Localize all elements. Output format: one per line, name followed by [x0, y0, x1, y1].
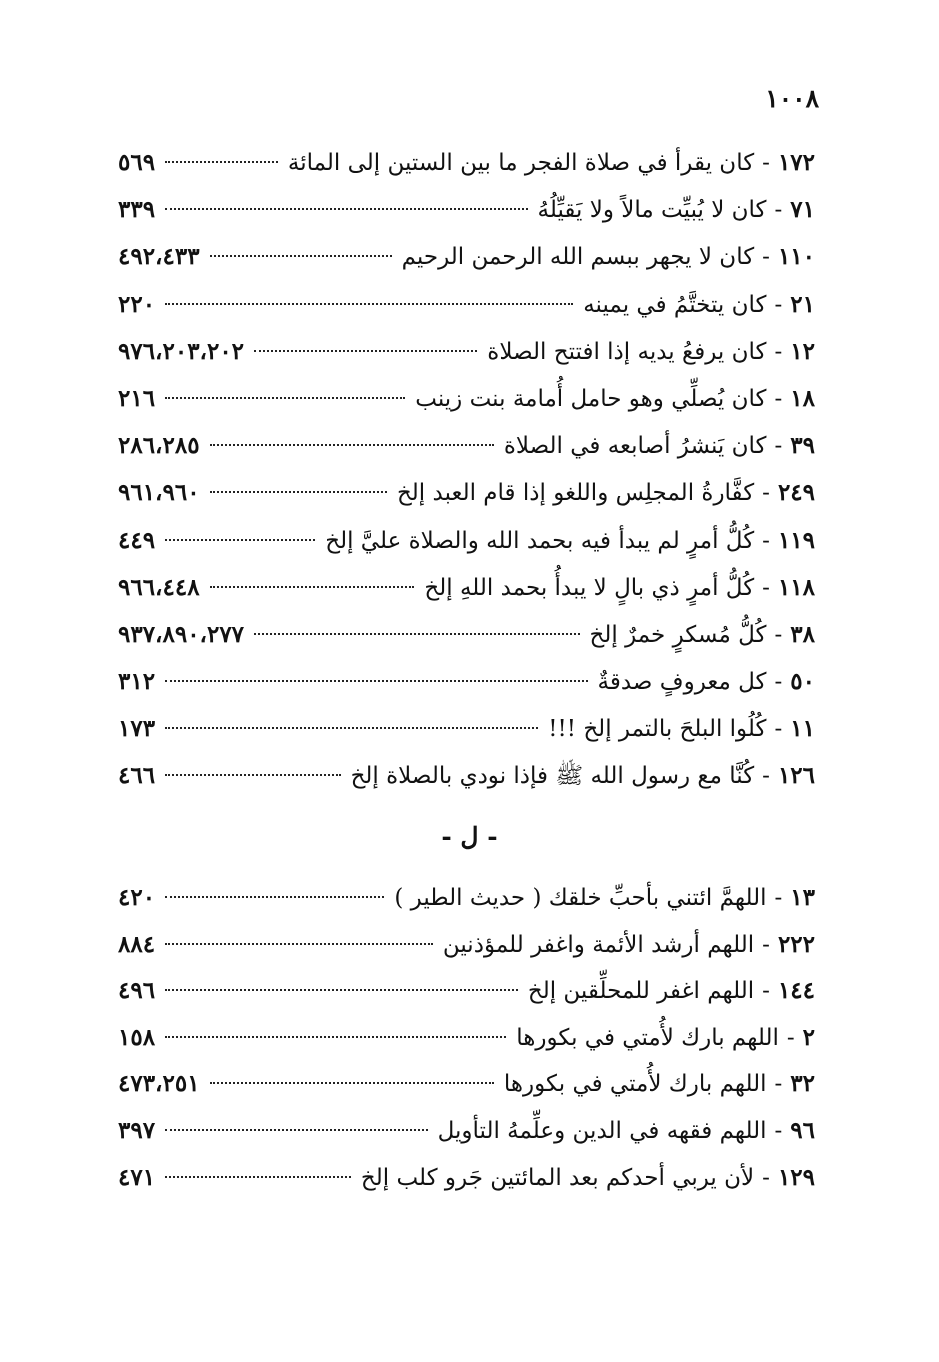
- entry-page-refs: ٣٩٧: [118, 1116, 156, 1144]
- entry-leader-dots: [165, 539, 315, 541]
- section-heading-lam: - ل -: [441, 822, 498, 851]
- entry-number: ٣٨: [790, 620, 815, 648]
- entry-leader-dots: [165, 161, 278, 163]
- index-entry: [118, 705, 815, 752]
- entry-number: ١٢٦: [777, 762, 815, 790]
- entry-text: اللهم بارك لأُمتي في بكورها: [503, 1071, 767, 1098]
- entry-number: ٣٢: [790, 1070, 815, 1098]
- entry-page-refs: ٤٤٩: [118, 526, 156, 554]
- entry-text: كان لا يُبيِّت مالاً ولا يَقيِّلُهُ: [537, 197, 767, 224]
- entry-leader-dots: [210, 255, 392, 257]
- entry-leader-dots: [165, 303, 573, 305]
- entry-leader-dots: [165, 727, 538, 729]
- entry-number: ١٤٤: [777, 977, 815, 1005]
- entry-leader-dots: [165, 1129, 428, 1131]
- entry-leader-dots: [210, 586, 415, 588]
- entry-leader-dots: [165, 989, 518, 991]
- entry-text: اللهم أرشد الأئمة واغفر للمؤذنين: [442, 931, 755, 958]
- entry-page-refs: ٩٦٦،٤٤٨: [118, 573, 200, 601]
- entry-text: لأن يربي أحدكم بعد المائتين جَرو كلب إلخ: [360, 1164, 755, 1191]
- entry-text: كان لا يجهر ببسم الله الرحمن الرحيم: [401, 244, 755, 271]
- entry-dash: -: [762, 1164, 770, 1191]
- index-entry: [118, 921, 815, 968]
- index-entry: [118, 1014, 815, 1061]
- entry-text: كان يتختَّمُ في يمينه: [583, 291, 767, 318]
- entry-dash: -: [762, 150, 770, 176]
- entry-page-refs: ٤٧٣،٢٥١: [118, 1070, 200, 1098]
- entry-leader-dots: [165, 208, 527, 210]
- index-entry: [118, 967, 815, 1014]
- entry-leader-dots: [254, 350, 477, 352]
- index-entry: [118, 186, 815, 233]
- index-entry: [118, 564, 815, 611]
- entry-page-refs: ٤٧١: [118, 1163, 156, 1191]
- entry-page-refs: ١٥٨: [118, 1023, 156, 1051]
- entry-page-refs: ٢٨٦،٢٨٥: [118, 432, 200, 460]
- entry-text: اللهم فقهه في الدين وعلِّمهُ التأويل: [437, 1117, 767, 1144]
- entry-leader-dots: [165, 1176, 351, 1178]
- entry-number: ٧١: [790, 196, 815, 224]
- index-entry: [118, 139, 815, 186]
- entry-text: اللهمَّ ائتني بأحبِّ خلقك ( حديث الطير ): [394, 885, 767, 911]
- entry-page-refs: ٤٩٢،٤٣٣: [118, 243, 200, 271]
- entry-number: ١٣: [790, 884, 815, 911]
- index-entry: [118, 328, 815, 375]
- entry-page-refs: ٢٢٠: [118, 290, 156, 318]
- entry-dash: -: [762, 527, 770, 554]
- entry-dash: -: [774, 291, 783, 318]
- entry-page-refs: ٤٦٦: [118, 762, 156, 790]
- index-entry: [118, 752, 815, 799]
- index-entry: [118, 658, 815, 705]
- entry-text: كان يَنشرُ أصابعه في الصلاة: [503, 433, 767, 460]
- entry-page-refs: ٢١٦: [118, 384, 156, 412]
- entry-page-refs: ٥٦٩: [118, 149, 156, 176]
- entry-text: كل معروفٍ صدقةٌ: [597, 669, 767, 696]
- entry-text: كُلُّ أمرٍ ذي بالٍ لا يبدأُ بحمد اللهِ إلخ: [424, 574, 755, 601]
- entry-leader-dots: [210, 1082, 494, 1084]
- entry-number: ٢٤٩: [777, 479, 815, 507]
- entry-leader-dots: [165, 1036, 506, 1038]
- entry-dash: -: [762, 931, 770, 958]
- entry-dash: -: [774, 433, 783, 460]
- index-entry: [118, 375, 815, 422]
- entry-leader-dots: [165, 680, 587, 682]
- entry-page-refs: ٩٧٦،٢٠٣،٢٠٢: [118, 337, 245, 365]
- index-entry: [118, 233, 815, 280]
- entries-list-lam: [118, 874, 815, 1200]
- entry-number: ٢١: [790, 290, 815, 318]
- entry-dash: -: [762, 480, 770, 507]
- entry-text: كُلُوا البلحَ بالتمر إلخ !!!: [548, 716, 767, 743]
- index-entry: [118, 422, 815, 469]
- entry-number: ١٢: [790, 337, 815, 365]
- entry-page-refs: ٤٢٠: [118, 884, 156, 911]
- entry-dash: -: [774, 716, 783, 743]
- entry-number: ١٧٢: [777, 149, 815, 176]
- entry-text: كان يقرأ في صلاة الفجر ما بين الستين إلى المائة: [287, 150, 755, 176]
- entry-dash: -: [774, 1071, 783, 1098]
- entry-dash: -: [774, 669, 783, 696]
- entry-number: ٩٦: [790, 1116, 815, 1144]
- entry-dash: -: [786, 1024, 795, 1051]
- entry-number: ١٨: [790, 384, 815, 412]
- entry-dash: -: [774, 885, 783, 911]
- index-entry: [118, 1154, 815, 1201]
- entries-list-kaf: [118, 139, 815, 800]
- entry-dash: -: [774, 338, 783, 365]
- entry-number: ١٢٩: [777, 1163, 815, 1191]
- entry-text: كُلُّ مُسكرٍ خمرٌ إلخ: [589, 621, 767, 648]
- entry-page-refs: ٨٨٤: [118, 930, 156, 958]
- entry-number: ٣٩: [790, 432, 815, 460]
- entry-leader-dots: [210, 491, 387, 493]
- index-entry: [118, 874, 815, 921]
- entry-leader-dots: [165, 774, 341, 776]
- entry-text: اللهم بارك لأُمتي في بكورها: [516, 1024, 779, 1051]
- entry-page-refs: ٤٩٦: [118, 977, 156, 1005]
- index-entry: [118, 469, 815, 516]
- entry-dash: -: [774, 197, 783, 224]
- entry-text: كُنَّا مع رسول الله ﷺ فإذا نودي بالصلاة إلخ: [350, 763, 755, 790]
- index-entry: [118, 517, 815, 564]
- entry-dash: -: [762, 574, 770, 601]
- entry-number: ١١: [790, 715, 815, 743]
- entry-number: ٥٠: [790, 668, 815, 696]
- entry-text: كُلُّ أمرٍ لم يبدأ فيه بحمد الله والصلاة عليَّ إلخ: [325, 527, 755, 554]
- entry-number: ٢: [802, 1023, 815, 1051]
- entry-dash: -: [762, 978, 770, 1005]
- entry-dash: -: [762, 763, 770, 790]
- entry-leader-dots: [254, 633, 579, 635]
- entry-page-refs: ١٧٣: [118, 715, 156, 743]
- entry-text: كان يُصلِّي وهو حامل أُمامة بنت زينب: [415, 385, 767, 412]
- entry-leader-dots: [165, 397, 405, 399]
- entry-leader-dots: [165, 943, 433, 945]
- index-entry: [118, 611, 815, 658]
- entry-text: كان يرفعُ يديه إذا افتتح الصلاة: [487, 338, 767, 365]
- entry-number: ١١٨: [777, 573, 815, 601]
- entry-page-refs: ٩٣٧،٨٩٠،٢٧٧: [118, 620, 245, 648]
- entry-number: ١١٠: [777, 243, 815, 271]
- entry-dash: -: [774, 1117, 783, 1144]
- index-entry: [118, 1060, 815, 1107]
- entry-text: اللهم اغفر للمحلِّقين إلخ: [527, 978, 755, 1005]
- entry-number: ٢٢٢: [777, 930, 815, 958]
- entry-dash: -: [774, 621, 783, 648]
- index-entry: [118, 281, 815, 328]
- entry-page-refs: ٩٦١،٩٦٠: [118, 479, 200, 507]
- entry-number: ١١٩: [777, 526, 815, 554]
- entry-text: كفَّارةُ المجلِس واللغو إذا قام العبد إلخ: [396, 480, 755, 507]
- entry-page-refs: ٣١٢: [118, 668, 156, 696]
- entry-leader-dots: [165, 896, 384, 898]
- entry-page-refs: ٣٣٩: [118, 196, 156, 224]
- entry-dash: -: [762, 244, 770, 271]
- page-number: ١٠٠٨: [765, 84, 819, 113]
- index-entry: [118, 1107, 815, 1154]
- entry-leader-dots: [210, 444, 494, 446]
- entry-dash: -: [774, 385, 783, 412]
